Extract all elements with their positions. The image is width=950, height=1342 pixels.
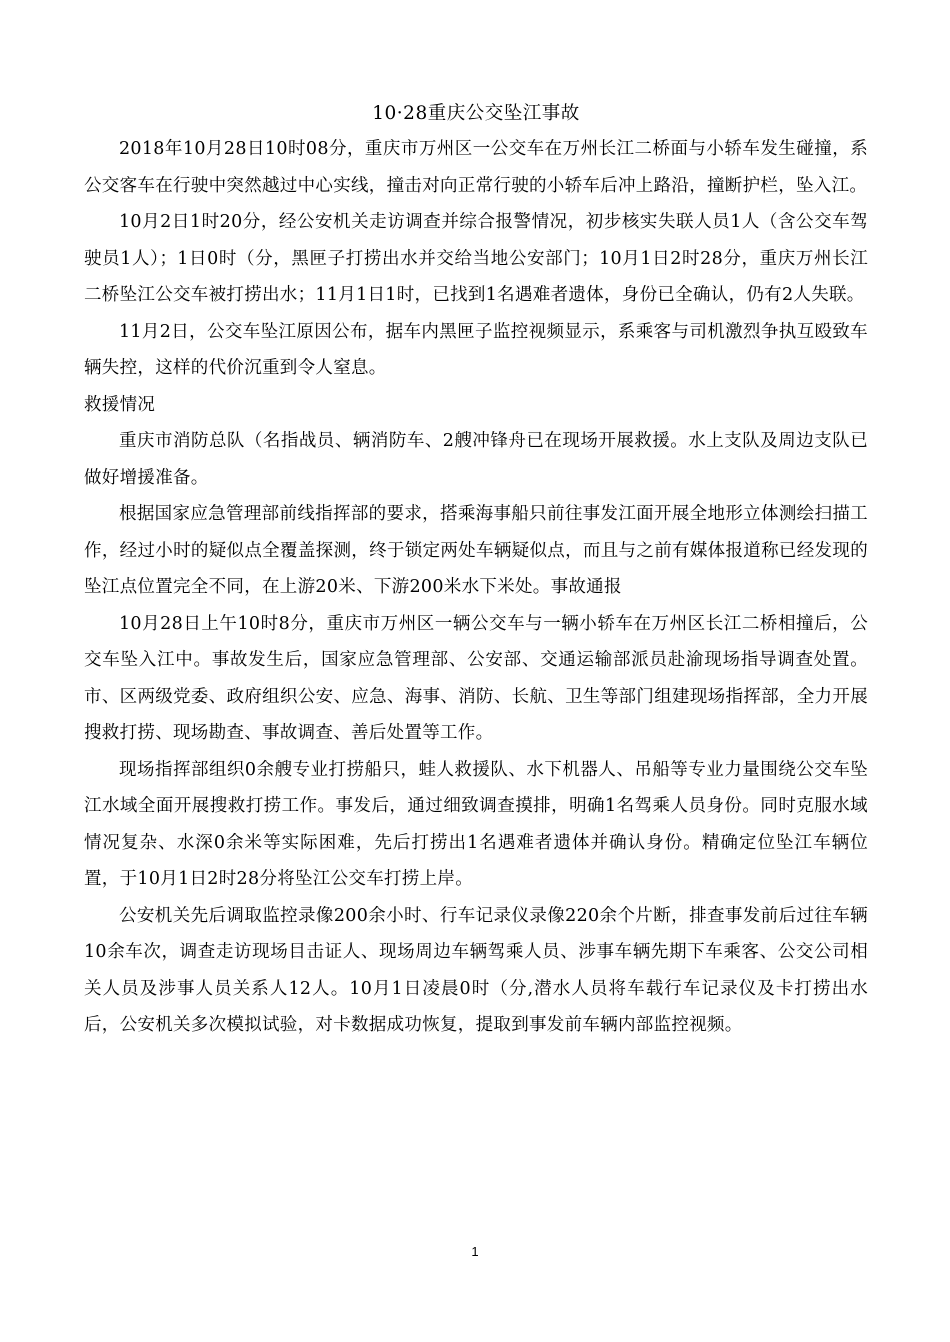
paragraph-investigation: 公安机关先后调取监控录像200余小时、行车记录仪录像220余个片断，排查事发前后过往车辆10余车次，调查走访现场目击证人、现场周边车辆驾乘人员、涉事车辆先期下车乘客、公交公司相关人员及涉事人员关系人12人。10月1日凌晨0时（分,潜水人员将车载行车记录仪及卡打捞出水后，公安机关多次模拟试验，对卡数据成功恢复，提取到事发前车辆内部监控视频。 <box>84 905 868 1035</box>
paragraph-survey: 根据国家应急管理部前线指挥部的要求，搭乘海事船只前往事发江面开展全地形立体测绘扫描工作，经过小时的疑似点全覆盖探测，终于锁定两处车辆疑似点，而且与之前有媒体报道称已经发现的坠江点位置完全不同，在上游20米、下游200米水下米处。事故通报 <box>84 504 868 597</box>
paragraph-missing-persons: 10月2日1时20分，经公安机关走访调查并综合报警情况，初步核实失联人员1人（含公交车驾驶员1人）；1日0时（分，黑匣子打捞出水并交给当地公安部门；10月1日2时28分，重庆万州长江二桥坠江公交车被打捞出水；11月1日1时，已找到1名遇难者遗体，身份已全确认，仍有2人失联。 <box>84 212 868 305</box>
document-body <box>84 100 868 1044</box>
paragraph-fire-brigade: 重庆市消防总队（名指战员、辆消防车、2艘冲锋舟已在现场开展救援。水上支队及周边支队已做好增援准备。 <box>84 431 868 488</box>
page-number: 1 <box>471 1244 479 1259</box>
document-title: 10·28重庆公交坠江事故 <box>372 103 580 124</box>
paragraph-official-report: 10月28日上午10时8分，重庆市万州区一辆公交车与一辆小轿车在万州区长江二桥相撞后，公交车坠入江中。事故发生后，国家应急管理部、公安部、交通运输部派员赴渝现场指导调查处置。市、区两级党委、政府组织公安、应急、海事、消防、长航、卫生等部门组建现场指挥部，全力开展搜救打捞、现场勘查、事故调查、善后处置等工作。 <box>84 613 868 743</box>
paragraph-accident-summary: 2018年10月28日10时08分，重庆市万州区一公交车在万州长江二桥面与小轿车发生碰撞，系公交客车在行驶中突然越过中心实线，撞击对向正常行驶的小轿车后冲上路沿，撞断护栏，坠入江。 <box>84 139 868 196</box>
section-heading-rescue: 救援情况 <box>84 394 156 415</box>
paragraph-salvage: 现场指挥部组织0余艘专业打捞船只，蛙人救援队、水下机器人、吊船等专业力量围绕公交车坠江水域全面开展搜救打捞工作。事发后，通过细致调查摸排，明确1名驾乘人员身份。同时克服水域情况复杂、水深0余米等实际困难，先后打捞出1名遇难者遗体并确认身份。精确定位坠江车辆位置，于10月1日2时28分将坠江公交车打捞上岸。 <box>84 759 868 889</box>
paragraph-cause: 11月2日，公交车坠江原因公布，据车内黑匣子监控视频显示，系乘客与司机激烈争执互殴致车辆失控，这样的代价沉重到令人窒息。 <box>84 321 868 378</box>
